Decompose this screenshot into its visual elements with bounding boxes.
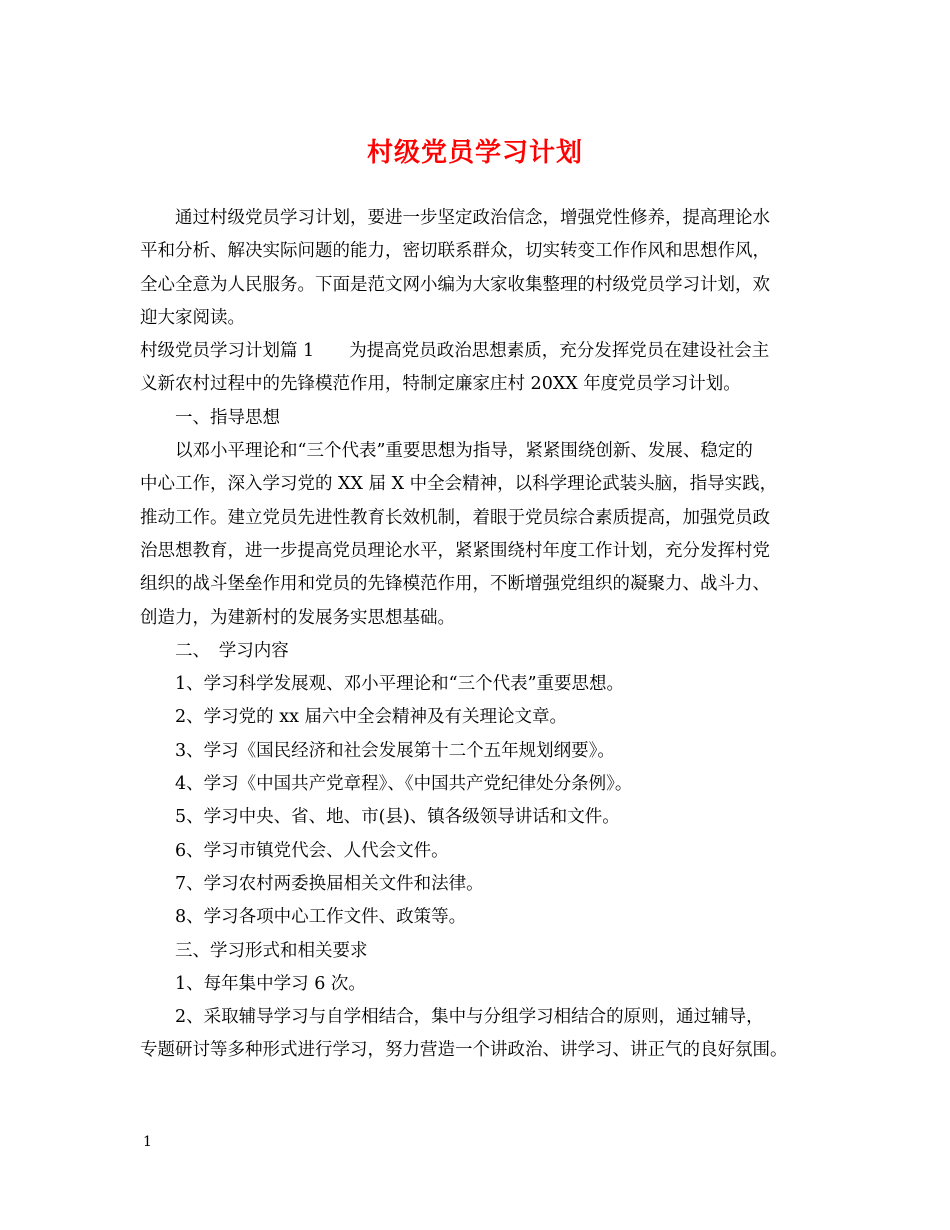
section-heading: 三、学习形式和相关要求: [175, 940, 368, 961]
paragraph-line: 中心工作，深入学习党的 XX 届 X 中全会精神，以科学理论武装头脑，指导实践，: [140, 474, 778, 495]
list-item: 7、学习农村两委换届相关文件和法律。: [175, 873, 484, 894]
paragraph-line: 治思想教育，进一步提高党员理论水平，紧紧围绕村年度工作计划，充分发挥村党: [140, 540, 770, 561]
paragraph-line: 通过村级党员学习计划，要进一步坚定政治信念，增强党性修养，提高理论水: [175, 208, 770, 228]
paragraph-line: 义新农村过程中的先锋模范作用，特制定廉家庄村 20XX 年度党员学习计划。: [140, 374, 741, 395]
paragraph-line: 组织的战斗堡垒作用和党员的先锋模范作用，不断增强党组织的凝聚力、战斗力、: [140, 574, 770, 595]
list-item: 1、学习科学发展观、邓小平理论和“三个代表”重要思想。: [175, 674, 625, 695]
paragraph-line: 平和分析、解决实际问题的能力，密切联系群众，切实转变工作作风和思想作风，: [140, 241, 770, 262]
section-heading: 二、 学习内容: [175, 640, 289, 661]
list-item: 1、每年集中学习 6 次。: [175, 973, 366, 994]
page-number: 1: [143, 1134, 152, 1150]
list-item: 2、采取辅导学习与自学相结合，集中与分组学习相结合的原则，通过辅导，: [175, 1007, 764, 1028]
paragraph-line: 以邓小平理论和“三个代表”重要思想为指导，紧紧围绕创新、发展、稳定的: [175, 441, 753, 462]
list-item: 6、学习市镇党代会、人代会文件。: [175, 840, 449, 861]
paragraph-line: 迎大家阅读。: [140, 307, 245, 328]
section-heading: 一、指导思想: [175, 407, 280, 428]
paragraph-line: 推动工作。建立党员先进性教育长效机制，着眼于党员综合素质提高，加强党员政: [140, 507, 770, 528]
list-item: 2、学习党的 xx 届六中全会精神及有关理论文章。: [175, 707, 567, 728]
document-title: 村级党员学习计划: [366, 138, 583, 168]
list-item: 4、学习《中国共产党章程》、《中国共产党纪律处分条例》。: [175, 774, 633, 795]
paragraph-line: 专题研讨等多种形式进行学习，努力营造一个讲政治、讲学习、讲正气的良好氛围。: [140, 1040, 788, 1061]
document-body: [140, 202, 820, 1068]
list-item: 8、学习各项中心工作文件、政策等。: [175, 907, 467, 928]
list-item: 3、学习《国民经济和社会发展第十二个五年规划纲要》。: [175, 740, 615, 761]
list-item: 5、学习中央、省、地、市(县)、镇各级领导讲话和文件。: [175, 807, 620, 828]
paragraph-line: 村级党员学习计划篇 1 为提高党员政治思想素质，充分发挥党员在建设社会主: [140, 341, 770, 362]
paragraph-line: 全心全意为人民服务。下面是范文网小编为大家收集整理的村级党员学习计划，欢: [140, 274, 770, 295]
paragraph-line: 创造力，为建新村的发展务实思想基础。: [140, 607, 455, 628]
